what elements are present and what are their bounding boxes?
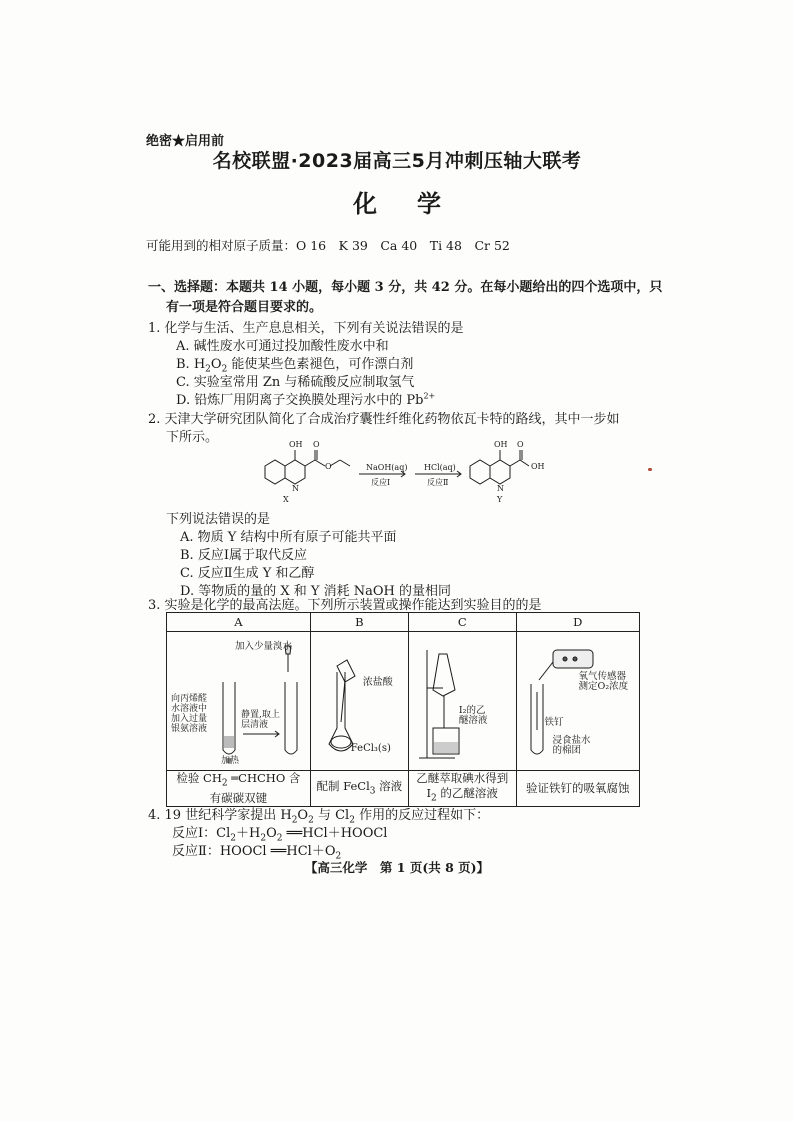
x-o-label: O	[313, 440, 320, 449]
q2-stem-cont: 下所示。	[166, 430, 219, 445]
apparatus-b	[310, 632, 408, 771]
apparatus-a	[167, 632, 311, 771]
label-acrolein: 向丙烯醛 水溶液中 加入过量 银氨溶液	[171, 694, 208, 734]
y-compound-label: Y	[497, 495, 503, 504]
q2-option-b: B. 反应Ⅰ属于取代反应	[180, 548, 307, 563]
label-add-bromine: 加入少量溴水	[235, 641, 293, 652]
section1-instruction-cont: 有一项是符合题目要求的。	[166, 300, 323, 315]
step-1-label: 反应Ⅰ	[371, 478, 391, 487]
test-tube-right	[285, 682, 297, 754]
label-fecl3-solid: FeCl₃(s)	[350, 743, 391, 754]
caption-a: 检验 $CH_2$ ═CHCHO 含有碳碳双键	[167, 771, 311, 807]
y-n-label: N	[497, 484, 504, 493]
separatory-funnel	[433, 654, 455, 696]
label-iodine-ether: I₂的乙 醚溶液	[458, 705, 488, 726]
q1-stem: 1. 化学与生活、生产息息相关，下列有关说法错误的是	[148, 321, 464, 336]
header-b: B	[310, 613, 408, 632]
header-c: C	[408, 613, 516, 632]
label-iron-nail: 铁钉	[544, 717, 564, 728]
experiment-table	[166, 612, 640, 807]
reagent-2: HCl(aq)	[424, 463, 456, 472]
q1-option-b: B. $H_2O_2$ 能使某些色素褪色，可作漂白剂	[176, 357, 414, 375]
x-ester-o-label: O	[325, 462, 332, 471]
label-salt-cotton: 浸食盐水 的棉团	[552, 735, 591, 756]
q2-ask: 下列说法错误的是	[166, 512, 271, 527]
q2-option-c: C. 反应Ⅱ生成 Y 和乙醇	[180, 566, 315, 581]
caption-b: 配制 FeCl$_3$ 溶液	[310, 771, 408, 807]
q1-option-a: A. 碱性废水可通过投加酸性废水中和	[176, 339, 389, 354]
page-footer: 【高三化学 第 1 页(共 8 页)】	[304, 860, 490, 875]
y-pyridine-ring	[490, 460, 510, 484]
caption-d: 验证铁钉的吸氧腐蚀	[516, 771, 639, 807]
y-acid-oh-label: OH	[531, 462, 545, 471]
label-conc-hcl: 浓盐酸	[362, 677, 393, 688]
apparatus-c	[408, 632, 516, 771]
apparatus-d	[516, 632, 639, 771]
q4-stem: 4. 19 世纪科学家提出 $H_2O_2$ 与 $Cl_2$ 作用的反应过程如下：	[148, 808, 490, 826]
reaction-scheme	[255, 436, 575, 506]
scan-speck	[648, 468, 652, 471]
q4-reaction-2: 反应Ⅱ：HOOCl $══HCl+O_2$	[172, 844, 342, 862]
confidential-mark: 绝密★启用前	[146, 134, 225, 149]
header-d: D	[516, 613, 639, 632]
q3-stem: 3. 实验是化学的最高法庭。下列所示装置或操作能达到实验目的的是	[148, 598, 542, 613]
exam-title: 名校联盟·2023届高三5月冲刺压轴大联考	[212, 150, 582, 172]
y-benzene-ring	[470, 460, 490, 484]
q2-option-a: A. 物质 Y 结构中所有原子可能共平面	[180, 530, 397, 545]
header-a: A	[167, 613, 311, 632]
label-o2-sensor: 氧气传感器 测定O₂浓度	[578, 671, 629, 692]
x-pyridine-ring	[285, 460, 305, 484]
q1-option-d: D. 铅炼厂用阴离子交换膜处理污水中的 $Pb^{2+}$	[176, 391, 436, 408]
q2-option-d: D. 等物质的量的 X 和 Y 消耗 NaOH 的量相同	[180, 584, 451, 599]
subject-title: 化学	[353, 190, 481, 218]
x-n-label: N	[292, 484, 299, 493]
label-settle: 静置,取上 层清液	[241, 710, 280, 730]
q1-option-c: C. 实验室常用 Zn 与稀硫酸反应制取氢气	[176, 375, 415, 390]
reagent-bottle	[337, 660, 355, 682]
caption-c: 乙醚萃取碘水得到 $I_2$ 的乙醚溶液	[408, 771, 516, 807]
q4-reaction-1: 反应Ⅰ：$Cl_2+H_2O_2$ ══HCl＋HOOCl	[172, 826, 388, 844]
label-heat: 加热	[221, 756, 240, 766]
x-benzene-ring	[265, 460, 285, 484]
y-oh-label: OH	[494, 440, 508, 449]
reagent-1: NaOH(aq)	[366, 463, 408, 472]
x-oh-label: OH	[289, 440, 303, 449]
atomic-masses: 可能用到的相对原子质量：O 16 K 39 Ca 40 Ti 48 Cr 52	[146, 238, 510, 253]
step-2-label: 反应Ⅱ	[427, 478, 449, 487]
section1-instruction: 一、选择题：本题共 14 小题，每小题 3 分，共 42 分。在每小题给出的四个选项中，只	[148, 280, 663, 295]
x-compound-label: X	[283, 495, 289, 504]
y-o-label: O	[517, 440, 524, 449]
q2-stem: 2. 天津大学研究团队简化了合成治疗囊性纤维化药物依瓦卡特的路线，其中一步如	[148, 412, 620, 427]
